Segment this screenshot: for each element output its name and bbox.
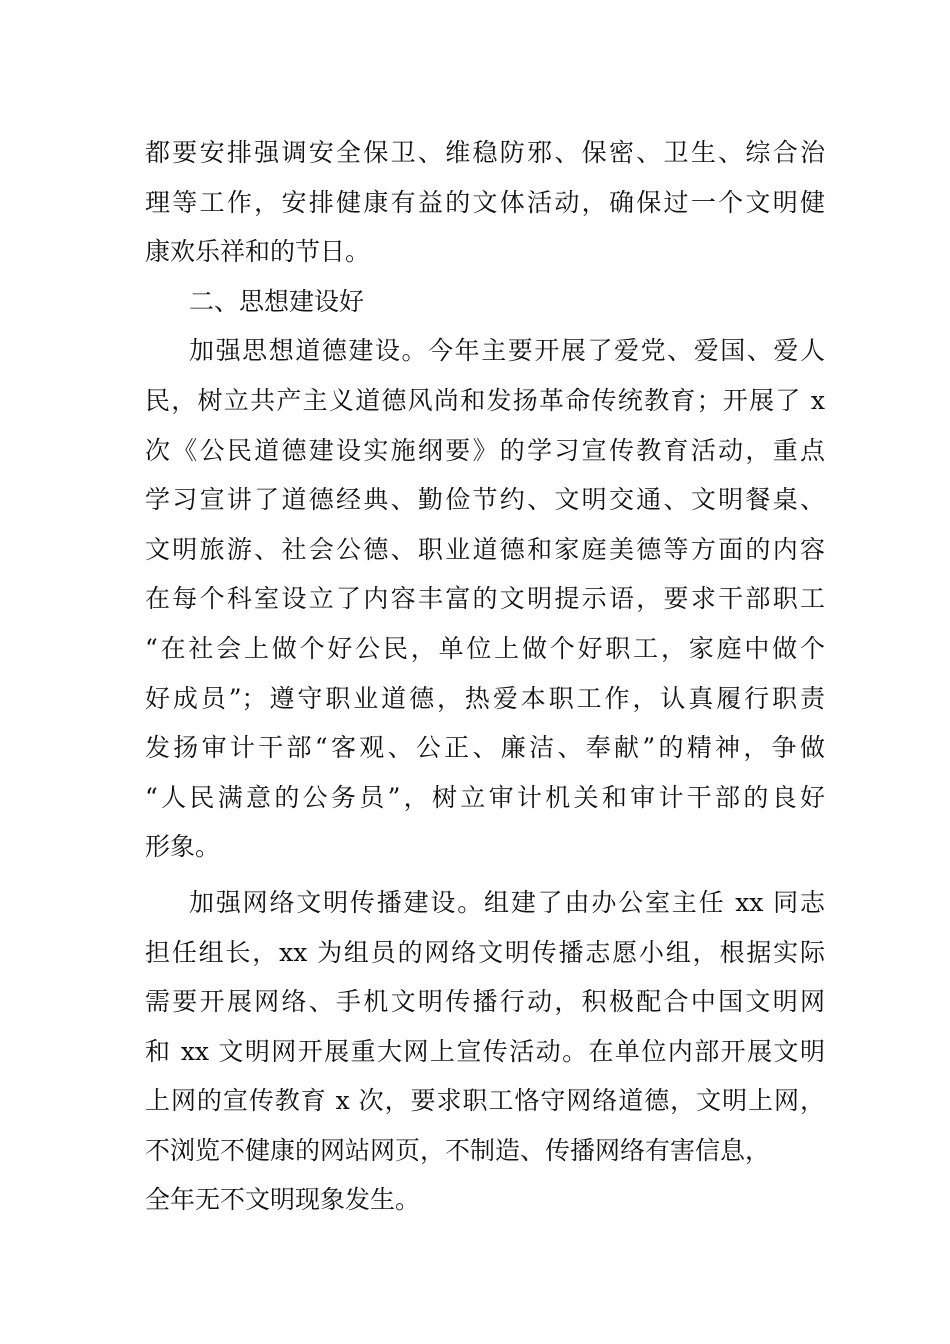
text-line-21: 不浏览不健康的网站网页，不制造、传播网络有害信息， xyxy=(145,1135,771,1165)
text-line-2: 理等工作，安排健康有益的文体活动，确保过一个文明健 xyxy=(145,187,825,217)
document-body xyxy=(145,128,825,1225)
text-line-12: 好成员”；遵守职业道德，热爱本职工作，认真履行职责 xyxy=(145,683,825,713)
text-line-20: 上网的宣传教育 x 次，要求职工恪守网络道德，文明上网， xyxy=(145,1086,825,1116)
text-line-11: “在社会上做个好公民，单位上做个好职工，家庭中做个 xyxy=(145,633,825,663)
text-line-18: 需要开展网络、手机文明传播行动，积极配合中国文明网 xyxy=(145,987,825,1017)
text-line-8: 学习宣讲了道德经典、勤俭节约、文明交通、文明餐桌、 xyxy=(145,485,825,515)
text-line-6: 民，树立共产主义道德风尚和发扬革命传统教育；开展了 x xyxy=(145,385,825,415)
text-line-22: 全年无不文明现象发生。 xyxy=(145,1185,421,1215)
text-line-3: 康欢乐祥和的节日。 xyxy=(145,237,371,267)
text-line-7: 次《公民道德建设实施纲要》的学习宣传教育活动，重点 xyxy=(145,435,825,465)
section-heading: 二、思想建设好 xyxy=(189,286,365,316)
text-line-9: 文明旅游、社会公德、职业道德和家庭美德等方面的内容 xyxy=(145,534,825,564)
text-line-1: 都要安排强调安全保卫、维稳防邪、保密、卫生、综合治 xyxy=(145,138,825,167)
text-line-19: 和 xx 文明网开展重大网上宣传活动。在单位内部开展文明 xyxy=(145,1036,825,1066)
text-line-13: 发扬审计干部“客观、公正、廉洁、奉献”的精神，争做 xyxy=(145,733,825,763)
text-line-10: 在每个科室设立了内容丰富的文明提示语，要求干部职工 xyxy=(145,584,825,614)
text-line-5: 加强思想道德建设。今年主要开展了爱党、爱国、爱人 xyxy=(189,336,825,366)
text-line-14: “人民满意的公务员”，树立审计机关和审计干部的良好 xyxy=(145,782,825,812)
text-line-15: 形象。 xyxy=(145,832,221,862)
text-line-17: 担任组长，xx 为组员的网络文明传播志愿小组，根据实际 xyxy=(145,937,825,967)
text-line-16: 加强网络文明传播建设。组建了由办公室主任 xx 同志 xyxy=(189,887,825,917)
